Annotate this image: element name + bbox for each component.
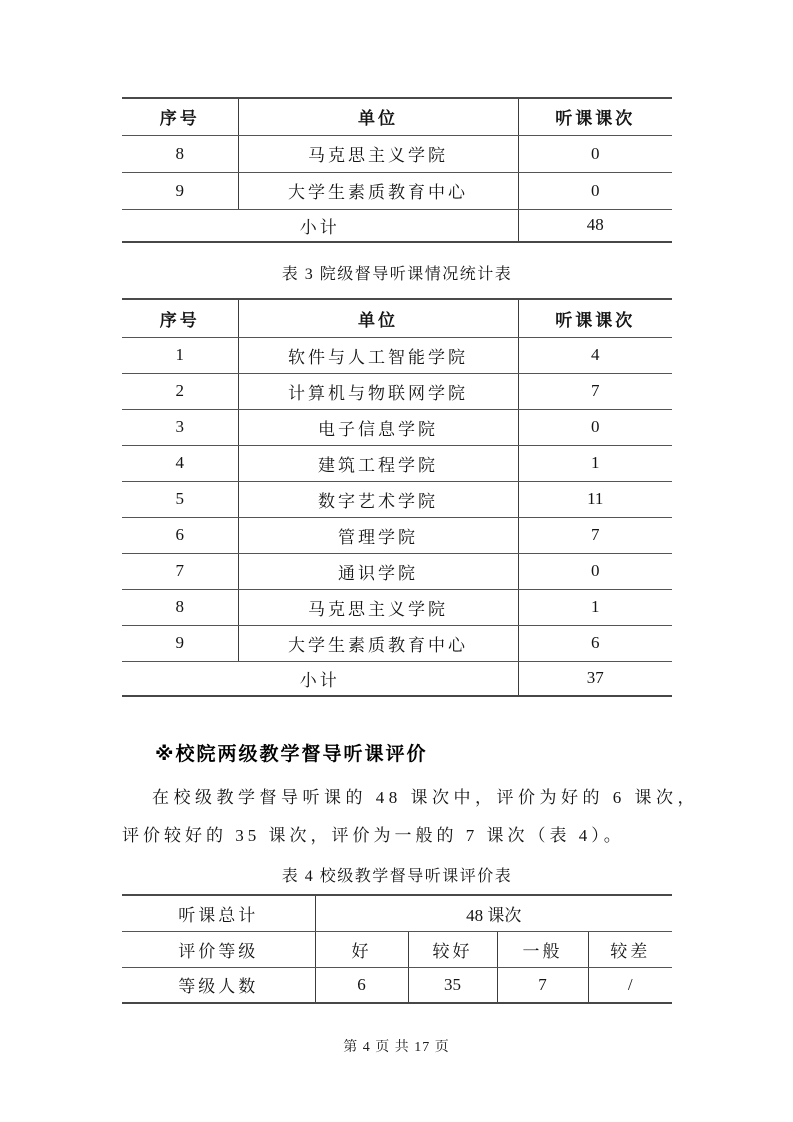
cell-seq: 4 <box>122 445 238 481</box>
table-row <box>122 135 672 172</box>
cell-seq: 6 <box>122 517 238 553</box>
cell-count: 0 <box>518 409 672 445</box>
cell-seq: 8 <box>122 589 238 625</box>
section-heading: ※校院两级教学督导听课评价 <box>155 744 428 765</box>
table-header-row <box>122 299 672 337</box>
header-cell-unit: 单位 <box>238 98 518 135</box>
cell-count: 0 <box>518 553 672 589</box>
count-cell: 7 <box>497 967 588 1003</box>
table-row <box>122 625 672 661</box>
cell-unit: 大学生素质教育中心 <box>238 172 518 209</box>
cell-unit: 电子信息学院 <box>238 409 518 445</box>
subtotal-row <box>122 661 672 696</box>
cell-unit: 建筑工程学院 <box>238 445 518 481</box>
cell-unit: 马克思主义学院 <box>238 135 518 172</box>
cell-unit: 通识学院 <box>238 553 518 589</box>
table4-caption: 表 4 校级教学督导听课评价表 <box>281 868 513 885</box>
header-cell-seq: 序号 <box>122 299 238 337</box>
cell-unit: 马克思主义学院 <box>238 589 518 625</box>
count-row <box>122 967 672 1003</box>
table-row <box>122 553 672 589</box>
grade-cell: 一般 <box>497 931 588 967</box>
cell-seq: 2 <box>122 373 238 409</box>
table-row <box>122 445 672 481</box>
cell-unit: 计算机与物联网学院 <box>238 373 518 409</box>
subtotal-row <box>122 209 672 242</box>
total-label: 听课总计 <box>122 895 315 931</box>
cell-seq: 9 <box>122 625 238 661</box>
grade-label: 评价等级 <box>122 931 315 967</box>
table-header-row <box>122 98 672 135</box>
table-row <box>122 172 672 209</box>
subtotal-label: 小计 <box>299 217 340 237</box>
count-cell: 35 <box>408 967 497 1003</box>
cell-count: 0 <box>518 172 672 209</box>
table-row <box>122 481 672 517</box>
header-cell-seq: 序号 <box>122 98 238 135</box>
cell-unit: 管理学院 <box>238 517 518 553</box>
cell-seq: 3 <box>122 409 238 445</box>
header-cell-count: 听课课次 <box>518 299 672 337</box>
table-row <box>122 409 672 445</box>
subtotal-value: 48 <box>518 209 672 242</box>
cell-count: 1 <box>518 445 672 481</box>
subtotal-label: 小计 <box>299 670 340 690</box>
table-row <box>122 337 672 373</box>
table-school-supervision-continued <box>122 97 672 243</box>
grade-cell: 较好 <box>408 931 497 967</box>
cell-count: 6 <box>518 625 672 661</box>
cell-unit: 数字艺术学院 <box>238 481 518 517</box>
count-cell: / <box>588 967 672 1003</box>
cell-count: 7 <box>518 517 672 553</box>
total-value: 48 课次 <box>315 895 672 931</box>
cell-unit: 大学生素质教育中心 <box>238 625 518 661</box>
cell-count: 0 <box>518 135 672 172</box>
cell-count: 7 <box>518 373 672 409</box>
cell-seq: 5 <box>122 481 238 517</box>
cell-seq: 9 <box>122 172 238 209</box>
count-cell: 6 <box>315 967 408 1003</box>
table-college-supervision <box>122 298 672 697</box>
page-number: 第 4 页 共 17 页 <box>343 1040 450 1055</box>
paragraph-line: 评价较好的 35 课次，评价为一般的 7 课次（表 4）。 <box>122 826 625 845</box>
paragraph-line: 在校级教学督导听课的 48 课次中，评价为好的 6 课次， <box>152 788 699 807</box>
table-row <box>122 589 672 625</box>
table-row <box>122 373 672 409</box>
cell-unit: 软件与人工智能学院 <box>238 337 518 373</box>
table3-caption: 表 3 院级督导听课情况统计表 <box>281 266 513 283</box>
subtotal-value: 37 <box>518 661 672 696</box>
cell-count: 1 <box>518 589 672 625</box>
cell-seq: 7 <box>122 553 238 589</box>
grade-row <box>122 931 672 967</box>
header-cell-count: 听课课次 <box>518 98 672 135</box>
cell-seq: 8 <box>122 135 238 172</box>
cell-count: 11 <box>518 481 672 517</box>
table-row <box>122 517 672 553</box>
cell-count: 4 <box>518 337 672 373</box>
count-label: 等级人数 <box>178 977 259 997</box>
cell-seq: 1 <box>122 337 238 373</box>
total-row <box>122 895 672 931</box>
table-evaluation <box>122 894 672 1004</box>
header-cell-unit: 单位 <box>238 299 518 337</box>
grade-cell: 好 <box>315 931 408 967</box>
grade-cell: 较差 <box>588 931 672 967</box>
